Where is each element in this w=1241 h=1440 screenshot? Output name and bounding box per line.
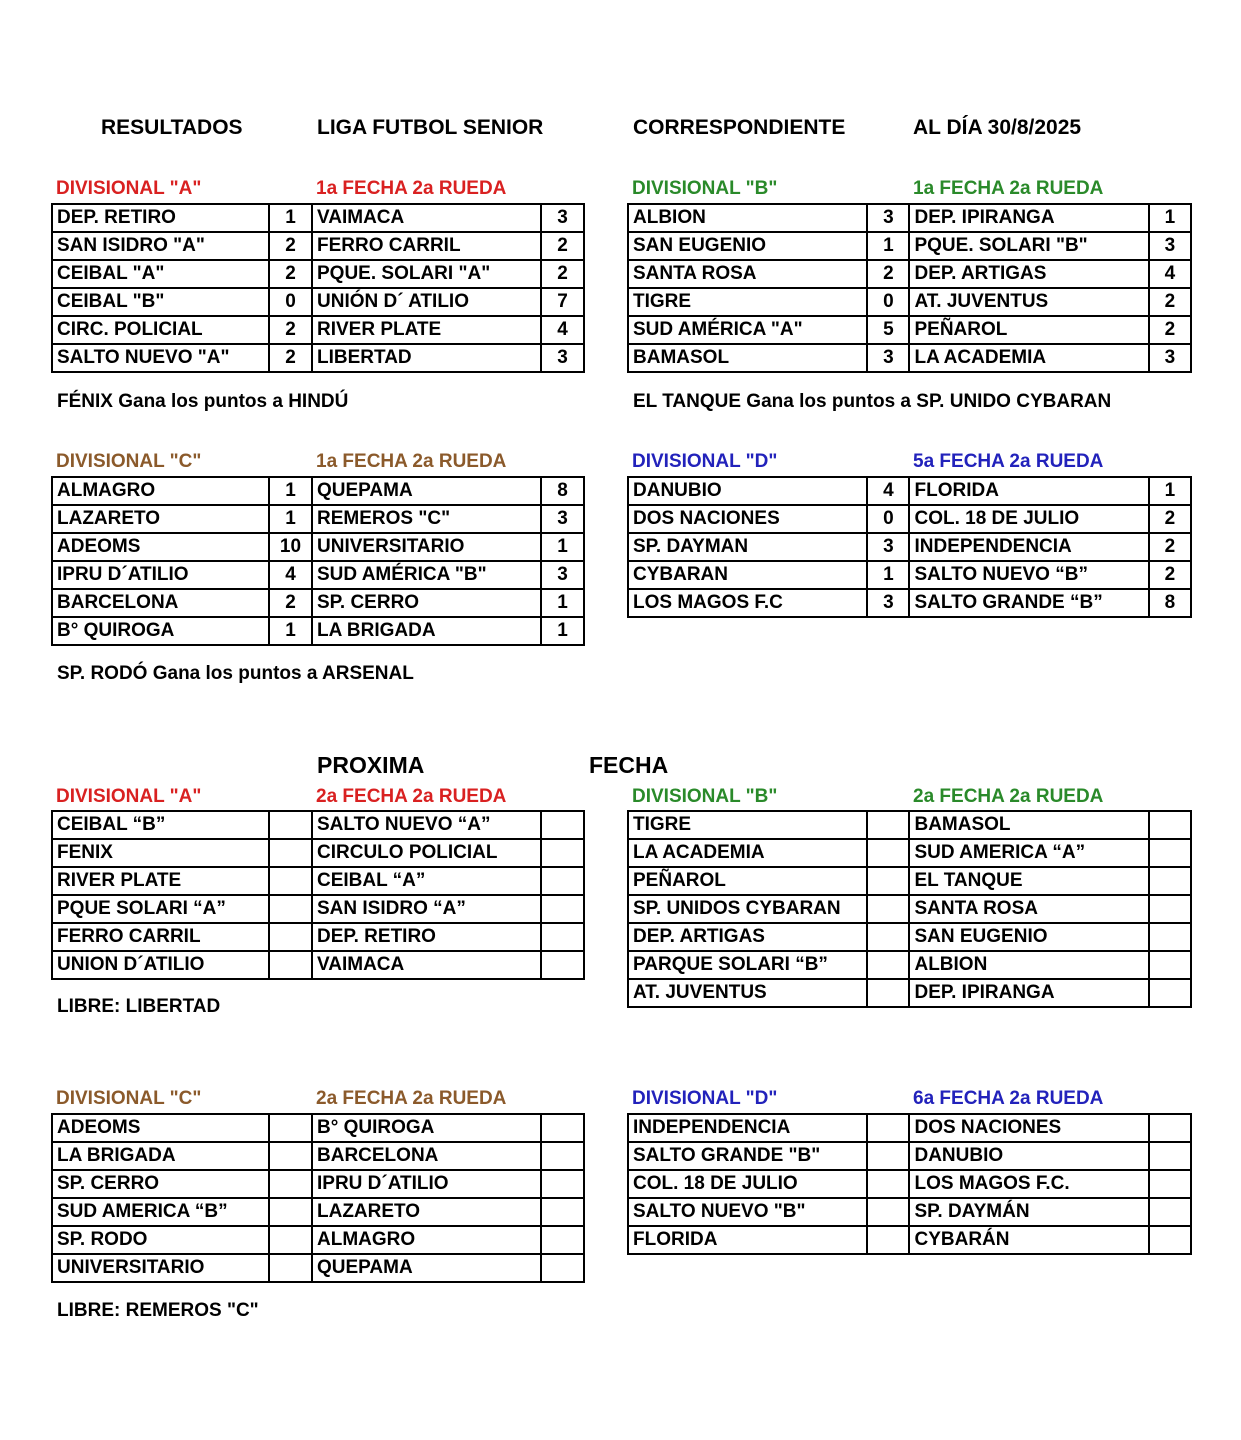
away-score: 3 (1149, 232, 1191, 260)
away-score (541, 1226, 584, 1254)
home-score: 0 (269, 288, 312, 316)
away-score (1149, 1226, 1191, 1254)
home-team: IPRU D´ATILIO (52, 561, 269, 589)
match-row (52, 1170, 584, 1198)
header-resultados: RESULTADOS (101, 116, 243, 139)
results-a-round: 1a FECHA 2a RUEDA (316, 178, 507, 199)
away-team: DEP. RETIRO (312, 923, 541, 951)
home-score (269, 1254, 312, 1282)
away-team: LA BRIGADA (312, 617, 541, 645)
home-score (269, 1170, 312, 1198)
away-team: DEP. ARTIGAS (909, 260, 1148, 288)
match-row (52, 589, 584, 617)
home-score (269, 1114, 312, 1142)
results-c-division: DIVISIONAL "C" (56, 451, 202, 472)
away-team: LA ACADEMIA (909, 344, 1148, 372)
home-team: SP. DAYMAN (628, 533, 867, 561)
match-row (628, 316, 1191, 344)
match-row (52, 561, 584, 589)
away-score (541, 1142, 584, 1170)
away-team: CIRCULO POLICIAL (312, 839, 541, 867)
match-row (52, 533, 584, 561)
home-team: DEP. ARTIGAS (628, 923, 867, 951)
home-team: UNIVERSITARIO (52, 1254, 269, 1282)
match-row (52, 1114, 584, 1142)
away-team: SANTA ROSA (909, 895, 1148, 923)
home-score: 10 (269, 533, 312, 561)
home-score (269, 895, 312, 923)
away-team: PEÑAROL (909, 316, 1148, 344)
home-score (867, 1142, 909, 1170)
match-row (52, 811, 584, 839)
away-score (541, 867, 584, 895)
away-team: PQUE. SOLARI "A" (312, 260, 541, 288)
home-score (867, 895, 909, 923)
match-row (628, 1226, 1191, 1254)
match-row (628, 288, 1191, 316)
home-team: B° QUIROGA (52, 617, 269, 645)
match-row (628, 1198, 1191, 1226)
away-score: 3 (541, 344, 584, 372)
away-team: DANUBIO (909, 1142, 1148, 1170)
away-score (1149, 1114, 1191, 1142)
away-score: 2 (1149, 505, 1191, 533)
home-team: DANUBIO (628, 477, 867, 505)
away-team: CEIBAL “A” (312, 867, 541, 895)
results-b-division: DIVISIONAL "B" (632, 178, 778, 199)
away-score: 1 (541, 589, 584, 617)
away-score (1149, 951, 1191, 979)
home-team: TIGRE (628, 811, 867, 839)
away-team: SP. DAYMÁN (909, 1198, 1148, 1226)
away-team: ALBION (909, 951, 1148, 979)
away-team: QUEPAMA (312, 1254, 541, 1282)
home-team: RIVER PLATE (52, 867, 269, 895)
home-score (867, 1198, 909, 1226)
home-team: LOS MAGOS F.C (628, 589, 867, 617)
match-row (628, 923, 1191, 951)
home-score (867, 1226, 909, 1254)
home-team: FENIX (52, 839, 269, 867)
match-row (52, 839, 584, 867)
results-b-note: EL TANQUE Gana los puntos a SP. UNIDO CYBARAN (633, 391, 1112, 412)
results-b-table (627, 203, 1192, 373)
header-date: AL DÍA 30/8/2025 (913, 116, 1082, 139)
away-score: 8 (541, 477, 584, 505)
away-score: 2 (541, 232, 584, 260)
home-team: BAMASOL (628, 344, 867, 372)
home-team: SP. CERRO (52, 1170, 269, 1198)
away-team: UNIVERSITARIO (312, 533, 541, 561)
next-b-division: DIVISIONAL "B" (632, 786, 778, 807)
match-row (628, 867, 1191, 895)
next-c-table (51, 1113, 585, 1283)
away-team: B° QUIROGA (312, 1114, 541, 1142)
match-row (52, 316, 584, 344)
match-row (628, 1170, 1191, 1198)
away-team: EL TANQUE (909, 867, 1148, 895)
home-team: PARQUE SOLARI “B” (628, 951, 867, 979)
header-liga: LIGA FUTBOL SENIOR (317, 116, 544, 139)
away-team: SALTO NUEVO “B” (909, 561, 1148, 589)
home-team: ADEOMS (52, 1114, 269, 1142)
away-score: 2 (1149, 316, 1191, 344)
next-b-table (627, 810, 1192, 1008)
home-score (269, 839, 312, 867)
away-team: SUD AMÉRICA "B" (312, 561, 541, 589)
away-team: BARCELONA (312, 1142, 541, 1170)
match-row (52, 923, 584, 951)
match-row (628, 561, 1191, 589)
away-score (1149, 867, 1191, 895)
home-score (269, 867, 312, 895)
away-team: DEP. IPIRANGA (909, 204, 1148, 232)
home-score: 1 (867, 561, 909, 589)
match-row (628, 589, 1191, 617)
home-team: AT. JUVENTUS (628, 979, 867, 1007)
home-score: 5 (867, 316, 909, 344)
home-team: ALBION (628, 204, 867, 232)
home-score: 3 (867, 589, 909, 617)
home-score: 1 (867, 232, 909, 260)
home-score: 2 (269, 344, 312, 372)
home-score: 3 (867, 204, 909, 232)
away-score: 2 (541, 260, 584, 288)
home-team: COL. 18 DE JULIO (628, 1170, 867, 1198)
match-row (628, 1142, 1191, 1170)
match-row (52, 505, 584, 533)
home-team: PEÑAROL (628, 867, 867, 895)
away-team: SAN EUGENIO (909, 923, 1148, 951)
away-score: 4 (541, 316, 584, 344)
next-d-division: DIVISIONAL "D" (632, 1088, 778, 1109)
home-score: 4 (269, 561, 312, 589)
home-score (269, 1226, 312, 1254)
home-score: 1 (269, 505, 312, 533)
home-score (269, 951, 312, 979)
away-team: QUEPAMA (312, 477, 541, 505)
results-c-table (51, 476, 585, 646)
match-row (52, 477, 584, 505)
match-row (628, 1114, 1191, 1142)
home-score (867, 1170, 909, 1198)
home-score (867, 867, 909, 895)
match-row (52, 1198, 584, 1226)
match-row (628, 951, 1191, 979)
home-team: BARCELONA (52, 589, 269, 617)
away-score: 1 (1149, 204, 1191, 232)
away-score: 8 (1149, 589, 1191, 617)
home-score (867, 979, 909, 1007)
away-team: SAN ISIDRO “A” (312, 895, 541, 923)
home-team: SP. UNIDOS CYBARAN (628, 895, 867, 923)
home-score: 4 (867, 477, 909, 505)
match-row (52, 204, 584, 232)
away-score (541, 811, 584, 839)
match-row (52, 1142, 584, 1170)
home-team: SALTO GRANDE "B" (628, 1142, 867, 1170)
away-score (541, 839, 584, 867)
away-score (541, 895, 584, 923)
match-row (628, 839, 1191, 867)
away-score (1149, 1170, 1191, 1198)
home-team: SUD AMERICA “B” (52, 1198, 269, 1226)
home-team: ADEOMS (52, 533, 269, 561)
match-row (52, 232, 584, 260)
match-row (52, 344, 584, 372)
match-row (628, 811, 1191, 839)
away-score (1149, 1142, 1191, 1170)
home-team: LAZARETO (52, 505, 269, 533)
home-score (269, 1142, 312, 1170)
away-team: CYBARÁN (909, 1226, 1148, 1254)
home-team: LA ACADEMIA (628, 839, 867, 867)
away-score (541, 951, 584, 979)
home-team: LA BRIGADA (52, 1142, 269, 1170)
away-team: LAZARETO (312, 1198, 541, 1226)
away-team: PQUE. SOLARI "B" (909, 232, 1148, 260)
next-c-division: DIVISIONAL "C" (56, 1088, 202, 1109)
home-score (269, 811, 312, 839)
home-score: 2 (269, 232, 312, 260)
results-a-division: DIVISIONAL "A" (56, 178, 202, 199)
next-c-round: 2a FECHA 2a RUEDA (316, 1088, 507, 1109)
results-c-round: 1a FECHA 2a RUEDA (316, 451, 507, 472)
home-score: 1 (269, 617, 312, 645)
results-d-round: 5a FECHA 2a RUEDA (913, 451, 1104, 472)
away-score: 4 (1149, 260, 1191, 288)
away-team: AT. JUVENTUS (909, 288, 1148, 316)
away-team: VAIMACA (312, 951, 541, 979)
away-score: 7 (541, 288, 584, 316)
home-team: FERRO CARRIL (52, 923, 269, 951)
next-d-round: 6a FECHA 2a RUEDA (913, 1088, 1104, 1109)
home-score (867, 951, 909, 979)
home-team: SAN EUGENIO (628, 232, 867, 260)
match-row (52, 1226, 584, 1254)
away-score (1149, 1198, 1191, 1226)
home-score (867, 811, 909, 839)
away-team: RIVER PLATE (312, 316, 541, 344)
match-row (628, 232, 1191, 260)
home-score (269, 923, 312, 951)
home-score: 1 (269, 204, 312, 232)
next-title-proxima: PROXIMA (317, 752, 425, 778)
away-score: 1 (541, 533, 584, 561)
away-score: 3 (541, 561, 584, 589)
home-score (867, 839, 909, 867)
home-team: SALTO NUEVO "B" (628, 1198, 867, 1226)
match-row (628, 204, 1191, 232)
away-team: SALTO NUEVO “A” (312, 811, 541, 839)
match-row (52, 867, 584, 895)
results-d-table (627, 476, 1192, 618)
away-score: 2 (1149, 561, 1191, 589)
away-team: UNIÓN D´ ATILIO (312, 288, 541, 316)
away-team: IPRU D´ATILIO (312, 1170, 541, 1198)
away-team: FERRO CARRIL (312, 232, 541, 260)
away-team: BAMASOL (909, 811, 1148, 839)
home-team: CEIBAL "B" (52, 288, 269, 316)
match-row (52, 260, 584, 288)
next-a-note: LIBRE: LIBERTAD (57, 996, 221, 1017)
home-score: 1 (269, 477, 312, 505)
away-team: INDEPENDENCIA (909, 533, 1148, 561)
away-team: FLORIDA (909, 477, 1148, 505)
home-score: 2 (269, 316, 312, 344)
away-score: 2 (1149, 288, 1191, 316)
away-team: LOS MAGOS F.C. (909, 1170, 1148, 1198)
home-score: 3 (867, 344, 909, 372)
match-row (52, 288, 584, 316)
match-row (628, 979, 1191, 1007)
next-a-division: DIVISIONAL "A" (56, 786, 202, 807)
home-team: CYBARAN (628, 561, 867, 589)
away-score (541, 923, 584, 951)
away-team: COL. 18 DE JULIO (909, 505, 1148, 533)
home-team: UNION D´ATILIO (52, 951, 269, 979)
results-a-note: FÉNIX Gana los puntos a HINDÚ (57, 391, 349, 412)
home-score: 2 (269, 260, 312, 288)
away-score: 1 (1149, 477, 1191, 505)
home-score: 3 (867, 533, 909, 561)
next-a-round: 2a FECHA 2a RUEDA (316, 786, 507, 807)
home-team: FLORIDA (628, 1226, 867, 1254)
match-row (628, 477, 1191, 505)
match-row (628, 260, 1191, 288)
away-score: 2 (1149, 533, 1191, 561)
match-row (628, 344, 1191, 372)
away-score (541, 1254, 584, 1282)
home-team: SUD AMÉRICA "A" (628, 316, 867, 344)
away-score: 3 (541, 204, 584, 232)
home-score (269, 1198, 312, 1226)
home-score (867, 1114, 909, 1142)
header-correspondiente: CORRESPONDIENTE (633, 116, 846, 139)
match-row (52, 1254, 584, 1282)
home-team: ALMAGRO (52, 477, 269, 505)
home-team: TIGRE (628, 288, 867, 316)
home-team: CEIBAL "A" (52, 260, 269, 288)
away-team: SUD AMERICA “A” (909, 839, 1148, 867)
results-d-division: DIVISIONAL "D" (632, 451, 778, 472)
away-team: REMEROS "C" (312, 505, 541, 533)
home-score: 2 (867, 260, 909, 288)
home-team: INDEPENDENCIA (628, 1114, 867, 1142)
away-score: 3 (541, 505, 584, 533)
away-score: 1 (541, 617, 584, 645)
home-score: 2 (269, 589, 312, 617)
next-c-note: LIBRE: REMEROS "C" (57, 1300, 259, 1321)
home-team: DOS NACIONES (628, 505, 867, 533)
home-team: SP. RODO (52, 1226, 269, 1254)
home-score: 0 (867, 505, 909, 533)
results-a-table (51, 203, 585, 373)
away-team: DEP. IPIRANGA (909, 979, 1148, 1007)
match-row (52, 951, 584, 979)
away-team: SP. CERRO (312, 589, 541, 617)
away-score (1149, 979, 1191, 1007)
away-team: VAIMACA (312, 204, 541, 232)
next-d-table (627, 1113, 1192, 1255)
away-score: 3 (1149, 344, 1191, 372)
results-c-note: SP. RODÓ Gana los puntos a ARSENAL (57, 663, 414, 684)
match-row (52, 617, 584, 645)
home-team: CEIBAL “B” (52, 811, 269, 839)
next-title-fecha: FECHA (589, 752, 669, 778)
away-team: SALTO GRANDE “B” (909, 589, 1148, 617)
away-score (1149, 895, 1191, 923)
next-a-table (51, 810, 585, 980)
home-team: CIRC. POLICIAL (52, 316, 269, 344)
home-score (867, 923, 909, 951)
home-team: SANTA ROSA (628, 260, 867, 288)
away-team: ALMAGRO (312, 1226, 541, 1254)
match-row (52, 895, 584, 923)
home-team: SAN ISIDRO "A" (52, 232, 269, 260)
home-team: DEP. RETIRO (52, 204, 269, 232)
results-b-round: 1a FECHA 2a RUEDA (913, 178, 1104, 199)
away-score (541, 1198, 584, 1226)
match-row (628, 505, 1191, 533)
away-team: DOS NACIONES (909, 1114, 1148, 1142)
home-team: PQUE SOLARI “A” (52, 895, 269, 923)
next-b-round: 2a FECHA 2a RUEDA (913, 786, 1104, 807)
away-score (1149, 923, 1191, 951)
away-team: LIBERTAD (312, 344, 541, 372)
match-row (628, 533, 1191, 561)
match-row (628, 895, 1191, 923)
home-score: 0 (867, 288, 909, 316)
away-score (541, 1114, 584, 1142)
away-score (541, 1170, 584, 1198)
home-team: SALTO NUEVO "A" (52, 344, 269, 372)
away-score (1149, 811, 1191, 839)
away-score (1149, 839, 1191, 867)
